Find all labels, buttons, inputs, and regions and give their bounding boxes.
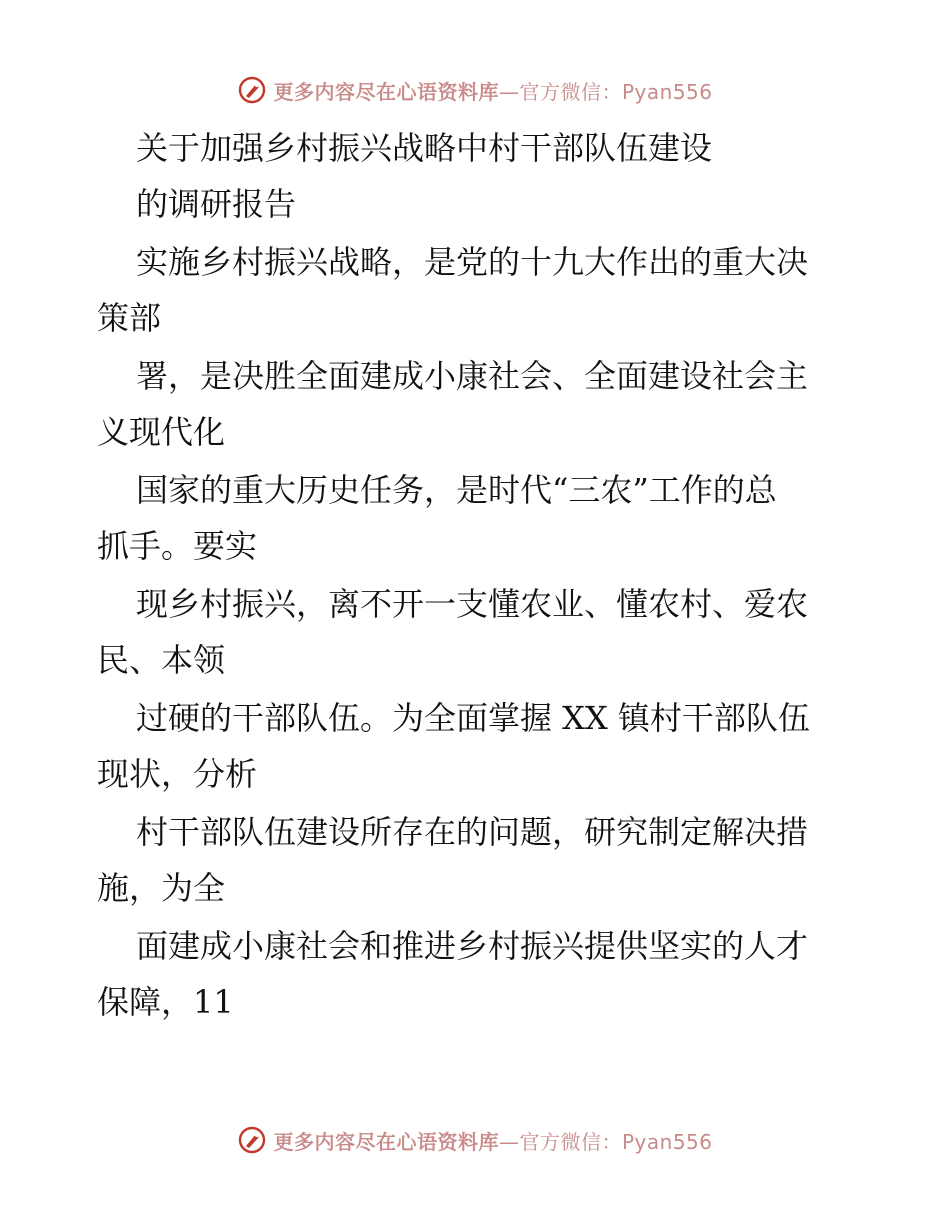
paragraph-line-wrap: 策部 (97, 299, 162, 337)
pen-nib-logo-icon (237, 75, 267, 105)
doc-title-line-2: 的调研报告 (136, 185, 297, 223)
paragraph (0, 234, 950, 346)
paragraph (0, 576, 950, 688)
paragraph-line-wrap: 义现代化 (97, 413, 226, 451)
paragraph-line: 国家的重大历史任务，是时代“三农”工作的总 (136, 471, 777, 509)
paragraph-line: 实施乡村振兴战略，是党的十九大作出的重大决 (136, 243, 809, 281)
paragraph-line: 署，是决胜全面建成小康社会、全面建设社会主 (136, 357, 809, 395)
doc-title-line-1: 关于加强乡村振兴战略中村干部队伍建设 (136, 129, 713, 167)
banner-text (273, 76, 712, 105)
paragraph-line-wrap: 现状，分析 (97, 755, 258, 793)
banner-wechat-id: Pyan556 (621, 1129, 713, 1154)
paragraph-line-wrap: 民、本领 (97, 641, 226, 679)
banner-separator: —官方微信： (498, 1129, 622, 1154)
paragraph (0, 348, 950, 460)
paragraph-line: 面建成小康社会和推进乡村振兴提供坚实的人才 (136, 927, 809, 965)
banner-separator: —官方微信： (498, 79, 622, 104)
banner-brand: 更多内容尽在心语资料库 (273, 79, 499, 104)
paragraph-line-wrap: 保障，11 (97, 983, 234, 1021)
banner-text (273, 1126, 712, 1155)
paragraph (0, 462, 950, 574)
banner-brand: 更多内容尽在心语资料库 (273, 1129, 499, 1154)
paragraph-line: 现乡村振兴，离不开一支懂农业、懂农村、爱农 (136, 585, 809, 623)
document-body (0, 120, 950, 1030)
paragraph-line-wrap: 施，为全 (97, 869, 226, 907)
pen-nib-logo-icon (237, 1125, 267, 1155)
paragraph-line: 过硬的干部队伍。为全面掌握 XX 镇村干部队伍 (136, 699, 810, 737)
paragraph (0, 690, 950, 802)
paragraph-line-wrap: 抓手。要实 (97, 527, 258, 565)
banner-wechat-id: Pyan556 (621, 79, 713, 104)
paragraph (0, 804, 950, 916)
paragraph (0, 918, 950, 1030)
footer-banner (0, 1120, 950, 1160)
header-banner (0, 70, 950, 110)
paragraph-line: 村干部队伍建设所存在的问题，研究制定解决措 (136, 813, 809, 851)
